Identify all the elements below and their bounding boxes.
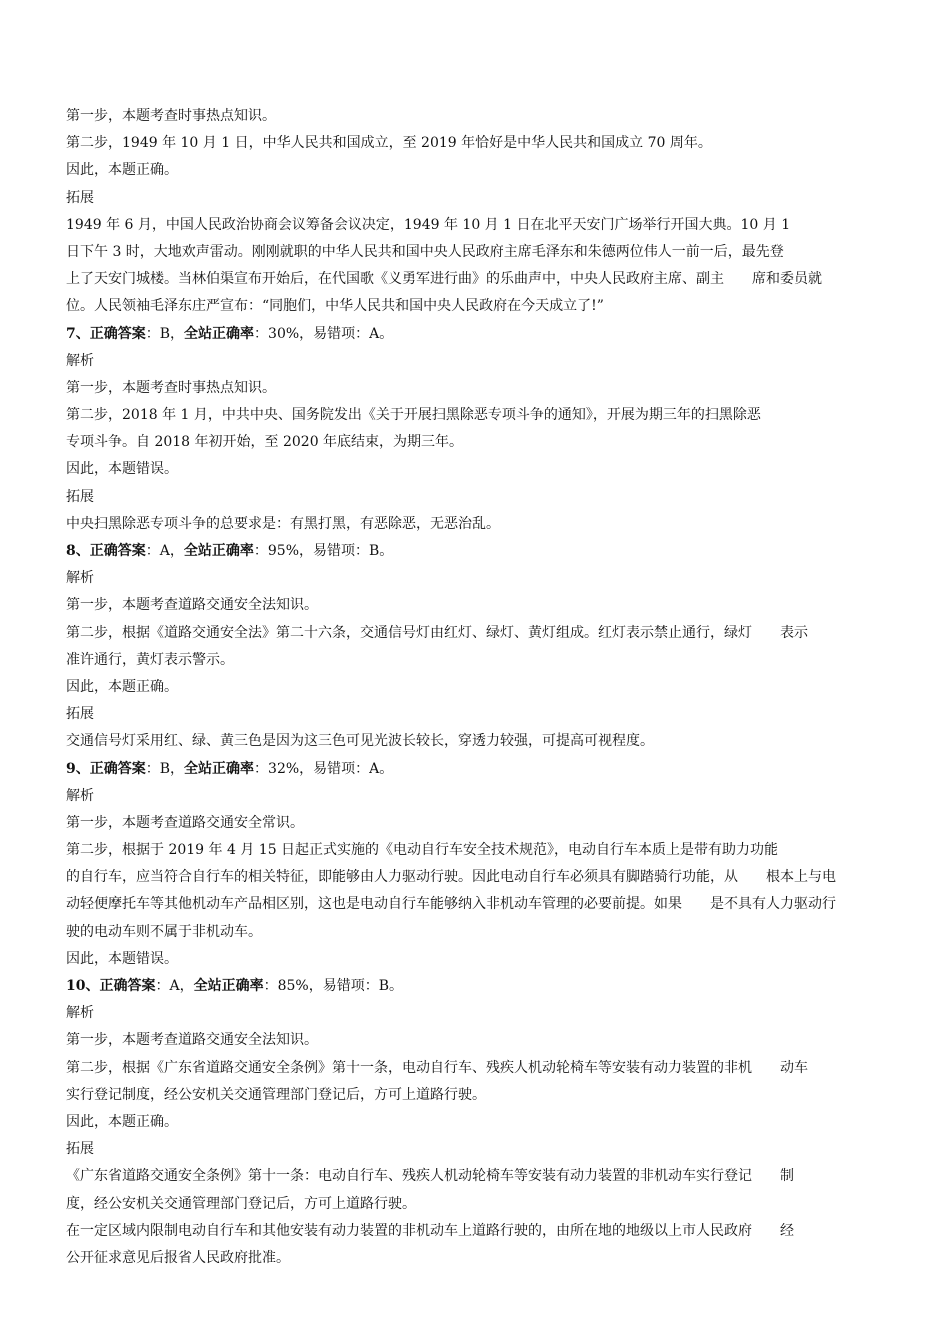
q9-step2-line: 的自行车，应当符合自行车的相关特征，即能够由人力驱动行驶。因此电动自行车必须具有脚踏骑行功能，从 根本上与电: [66, 869, 836, 886]
q7-answer-value: ：B，: [145, 325, 185, 342]
q9-answer-header: [66, 756, 888, 783]
q10-analysis-label: 解析: [66, 1005, 94, 1022]
q7-number: 7、: [66, 325, 90, 342]
q9-step2-line: 动轻便摩托车等其他机动车产品相区别，这也是电动自行车能够纳入非机动车管理的必要前提。如果 是不具有人力驱动行: [66, 896, 836, 913]
q8-answer-label: 正确答案: [89, 543, 146, 559]
q9-step2-line: 第二步，根据于 2019 年 4 月 15 日起正式实施的《电动自行车安全技术规范》，电动自行车本质上是带有助力功能: [66, 842, 779, 859]
q7-step2-line: 第二步，2018 年 1 月，中共中央、国务院发出《关于开展扫黑除恶专项斗争的通知》，开展为期三年的扫黑除恶: [66, 407, 761, 424]
q10-step2-line: 第二步，根据《广东省道路交通安全条例》第十一条，电动自行车、残疾人机动轮椅车等安装有动力装置的非机 动车: [66, 1059, 808, 1076]
q8-step2-line: 第二步，根据《道路交通安全法》第二十六条，交通信号灯由红灯、绿灯、黄灯组成。红灯表示禁止通行，绿灯 表示: [66, 624, 808, 641]
q10-extension-line: 《广东省道路交通安全条例》第十一条：电动自行车、残疾人机动轮椅车等安装有动力装置的非机动车实行登记 制: [66, 1168, 794, 1185]
q10-step1: 第一步，本题考查道路交通安全法知识。: [66, 1032, 318, 1049]
q7-step2-line: 专项斗争。自 2018 年初开始，至 2020 年底结束，为期三年。: [66, 434, 464, 451]
q7-conclusion: 因此，本题错误。: [66, 461, 178, 478]
q10-conclusion: 因此，本题正确。: [66, 1113, 178, 1130]
q10-answer-value: ：A，: [155, 978, 194, 994]
q7-answer-header: [66, 321, 888, 348]
document-page: [66, 103, 888, 1272]
q7-analysis-label: 解析: [66, 352, 94, 369]
q8-step2-line: 准许通行，黄灯表示警示。: [66, 651, 234, 668]
q6-extension-line: 上了天安门城楼。当林伯渠宣布开始后，在代国歌《义勇军进行曲》的乐曲声中，中央人民政府主席、副主 席和委员就: [66, 271, 822, 288]
q6-extension-line: 1949 年 6 月，中国人民政治协商会议筹备会议决定，1949 年 10 月 1 日在北平天安门广场举行开国大典。10 月 1: [66, 216, 791, 233]
q10-answer-label: 正确答案: [99, 978, 156, 994]
q9-step2-line: 驶的电动车则不属于非机动车。: [66, 923, 262, 940]
q8-rate-value: ：95%，易错项：B。: [253, 543, 394, 559]
q8-extension-line: 交通信号灯采用红、绿、黄三色是因为这三色可见光波长较长，穿透力较强，可提高可视程度。: [66, 733, 654, 750]
q9-rate-label: 全站正确率: [184, 760, 255, 777]
q8-answer-value: ：A，: [145, 543, 184, 559]
q10-number: 10、: [66, 978, 100, 994]
q9-conclusion: 因此，本题错误。: [66, 950, 178, 967]
q9-step1: 第一步，本题考查道路交通安全常识。: [66, 814, 304, 831]
q10-rate-value: ：85%，易错项：B。: [263, 978, 404, 994]
q8-extension-label: 拓展: [66, 706, 94, 723]
q7-extension-line: 中央扫黑除恶专项斗争的总要求是：有黑打黑，有恶除恶，无恶治乱。: [66, 515, 500, 532]
q9-answer-value: ：B，: [145, 760, 185, 777]
q10-extension-line: 公开征求意见后报省人民政府批准。: [66, 1249, 290, 1266]
q6-step1: 第一步，本题考查时事热点知识。: [66, 108, 276, 124]
q9-answer-label: 正确答案: [89, 760, 146, 777]
q6-extension-line: 位。人民领袖毛泽东庄严宣布：“同胞们，中华人民共和国中央人民政府在今天成立了!”: [66, 298, 604, 315]
q6-conclusion: 因此，本题正确。: [66, 162, 178, 179]
q8-analysis-label: 解析: [66, 570, 94, 587]
q10-step2-line: 实行登记制度，经公安机关交通管理部门登记后，方可上道路行驶。: [66, 1086, 486, 1103]
q9-rate-value: ：32%，易错项：A。: [254, 760, 394, 777]
q10-extension-label: 拓展: [66, 1141, 94, 1158]
q8-conclusion: 因此，本题正确。: [66, 678, 178, 695]
q9-number: 9、: [66, 760, 90, 777]
q6-step2: 第二步，1949 年 10 月 1 日，中华人民共和国成立，至 2019 年恰好是中华人民共和国成立 70 周年。: [66, 135, 712, 152]
q10-extension-line: 在一定区域内限制电动自行车和其他安装有动力装置的非机动车上道路行驶的，由所在地的地级以上市人民政府 经: [66, 1222, 794, 1239]
q6-extension-label: 拓展: [66, 189, 94, 206]
q10-rate-label: 全站正确率: [193, 978, 264, 994]
q8-rate-label: 全站正确率: [183, 543, 254, 559]
q7-answer-label: 正确答案: [89, 325, 146, 342]
q6-extension-line: 日下午 3 时，大地欢声雷动。刚刚就职的中华人民共和国中央人民政府主席毛泽东和朱德两位伟人一前一后，最先登: [66, 243, 784, 260]
q10-extension-line: 度，经公安机关交通管理部门登记后，方可上道路行驶。: [66, 1195, 416, 1212]
q8-step1: 第一步，本题考查道路交通安全法知识。: [66, 597, 318, 614]
q10-answer-header: [66, 973, 888, 1000]
q7-rate-value: ：30%，易错项：A。: [254, 325, 394, 342]
q8-answer-header: [66, 538, 888, 565]
q7-rate-label: 全站正确率: [184, 325, 255, 342]
q7-step1: 第一步，本题考查时事热点知识。: [66, 379, 276, 396]
q9-analysis-label: 解析: [66, 787, 94, 804]
q7-extension-label: 拓展: [66, 488, 94, 505]
q8-number: 8、: [66, 543, 90, 559]
